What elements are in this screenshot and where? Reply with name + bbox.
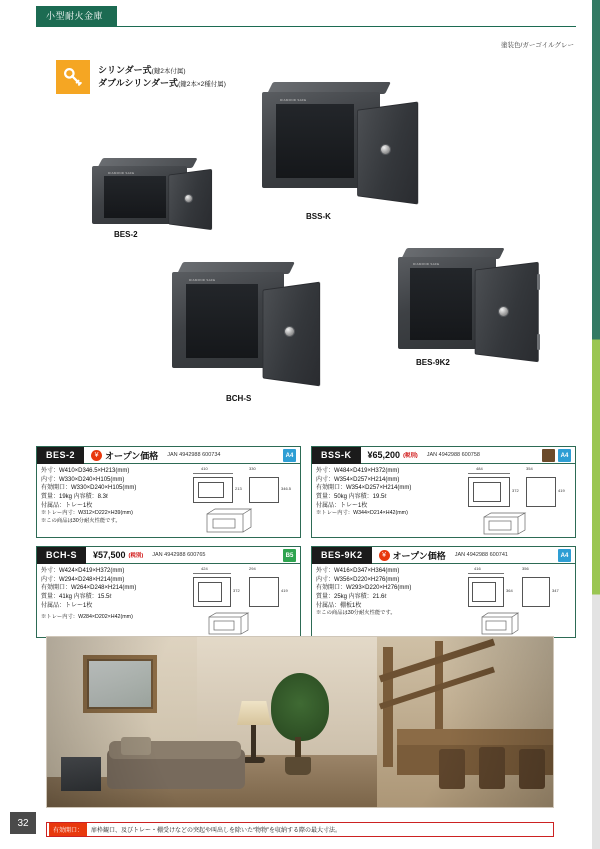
spec-line: ※トレー内寸：W312×D222×H39(mm) — [41, 510, 133, 517]
spec-line: 有効開口：W264×D248×H214(mm) — [41, 585, 137, 592]
price-block — [368, 450, 480, 460]
spec-line: 外寸：W484×D419×H372(mm) — [316, 468, 400, 474]
spec-line: 付属品：棚板1枚 — [316, 602, 362, 609]
lock-type-block — [56, 60, 226, 94]
size-badge: A4 — [558, 549, 571, 562]
model-name: BES-2 — [37, 447, 84, 464]
spec-line: 内寸：W330×D240×H105(mm) — [41, 476, 125, 483]
spec-line: 付属品：トレー1枚 — [41, 602, 93, 609]
drawing-dim-depth: 419 — [558, 488, 565, 493]
dimension-drawings — [462, 564, 575, 638]
price-block — [379, 549, 508, 562]
drawing-side-view — [522, 577, 550, 607]
drawing-iso-view — [482, 512, 552, 541]
drawing-dim-depth: 347 — [552, 588, 559, 593]
product-photo-bes-2: DIAMOND SAFE BES-2 — [92, 158, 217, 233]
photo-label-bes-9k2: BES-9K2 — [416, 358, 450, 367]
price-text: ¥65,200 — [367, 450, 401, 460]
spec-line: 質量：19kg 内容積：8.3ℓ — [41, 494, 108, 501]
spec-line: 有効開口：W330×D240×H105(mm) — [41, 485, 137, 492]
footnote-text: 扉枠観口、及びトレー・棚受けなどの突起や叫出しを除いた“物物”を収納する際の最大寸法。 — [91, 828, 342, 834]
drawing-iso-view — [205, 508, 275, 539]
lock-type-2: ダブルシリンダー式 — [98, 78, 179, 88]
product-card-bes-2 — [36, 446, 301, 538]
price-text: オープン価格 — [105, 450, 159, 461]
product-photo-bch-s: DIAMOND SAFE BCH-S — [172, 262, 347, 412]
price-block — [93, 550, 205, 560]
spec-line: ※この商品は30分耐火性能です。 — [41, 518, 121, 525]
card-body — [312, 464, 575, 538]
drawing-dim-depth: 346.5 — [281, 486, 292, 491]
spec-line: 内寸：W356×D220×H276(mm) — [316, 576, 400, 583]
model-name: BSS-K — [312, 447, 361, 464]
spec-line: 有効開口：W354×D257×H214(mm) — [316, 485, 412, 492]
spec-line: 付属品：トレー1枚 — [41, 502, 93, 509]
accessory-badge-icon — [542, 449, 555, 462]
footnote — [46, 822, 554, 837]
dimension-drawings — [187, 564, 300, 638]
card-body — [37, 564, 300, 638]
card-body — [37, 464, 300, 538]
drawing-dim-height: 213 — [235, 486, 242, 491]
drawing-dim-height: 372 — [233, 588, 240, 593]
card-header — [312, 447, 575, 464]
product-photo-bss-k: DIAMOND SAFE BSS-K — [262, 82, 432, 227]
drawing-side-view — [526, 477, 556, 507]
dimension-drawings — [187, 464, 300, 538]
photo-label-bss-k: BSS-K — [306, 212, 331, 221]
drawing-dim-depth: 419 — [281, 588, 288, 593]
spec-line: 外寸：W410×D346.5×H213(mm) — [41, 468, 130, 474]
drawing-dim-inner-width: 354 — [526, 466, 533, 471]
spec-line: 質量：50kg 内容積：19.5ℓ — [316, 494, 387, 501]
spec-line: 外寸：W416×D347×H364(mm) — [316, 568, 400, 574]
price-text: ¥57,500 — [93, 550, 126, 560]
spec-list — [312, 564, 462, 638]
spec-line: 内寸：W354×D257×H214(mm) — [316, 476, 400, 483]
jan-code: JAN 4942988 600734 — [167, 452, 221, 458]
size-badge: A4 — [558, 449, 571, 462]
spec-line: 有効開口：W293×D220×H276(mm) — [316, 585, 412, 592]
price-tax-note: (税別) — [403, 453, 418, 459]
spec-list — [312, 464, 462, 538]
price-block — [91, 449, 220, 462]
dimension-drawings — [462, 464, 575, 538]
spec-line: 質量：25kg 内容積：21.6ℓ — [316, 594, 387, 601]
drawing-dim-inner-width: 356 — [522, 566, 529, 571]
jan-code: JAN 4942988 600765 — [152, 552, 206, 558]
drawing-dim-inner-width: 294 — [249, 566, 256, 571]
drawing-dim-width: 410 — [201, 466, 208, 471]
spec-line: ※この商品は30分耐火性能です。 — [316, 610, 396, 617]
page-edge-color-bar — [592, 0, 600, 849]
spec-line: 質量：41kg 内容積：15.5ℓ — [41, 594, 112, 601]
category-tab: 小型耐火金庫 — [36, 6, 117, 26]
page-number: 32 — [10, 812, 36, 834]
product-card-bch-s — [36, 546, 301, 638]
color-note: 塗装色/ガーゴイルグレー — [501, 42, 574, 49]
header-divider — [36, 26, 576, 27]
product-card-bss-k — [311, 446, 576, 538]
footnote-tag: 有効開口： — [49, 823, 87, 836]
jan-code: JAN 4942988 600758 — [426, 452, 480, 458]
spec-line: ※トレー内寸：W344×D214×H42(mm) — [316, 510, 408, 517]
photo-label-bes-2: BES-2 — [114, 230, 138, 239]
key-icon — [56, 60, 90, 94]
spec-list — [37, 564, 187, 638]
model-name: BES-9K2 — [312, 547, 372, 564]
lock-type-text — [98, 64, 226, 90]
drawing-dim-width: 424 — [201, 566, 208, 571]
card-body — [312, 564, 575, 638]
product-photo-bes-9k2: DIAMOND SAFE BES-9K2 — [398, 248, 563, 373]
drawing-dim-height: 372 — [512, 488, 519, 493]
page-header — [0, 0, 600, 26]
price-tax-note: (税別) — [128, 553, 144, 559]
spec-line: 外寸：W424×D419×H372(mm) — [41, 568, 125, 574]
lifestyle-photo — [46, 636, 554, 808]
spec-list — [37, 464, 187, 538]
size-badge: B5 — [283, 549, 296, 562]
spec-line: 内寸：W294×D248×H214(mm) — [41, 576, 125, 583]
spec-line: ※トレー内寸：W284×D202×H42(mm) — [41, 614, 133, 621]
size-badge: A4 — [283, 449, 296, 462]
price-marker-icon: ¥ — [91, 450, 102, 461]
lock-type-1: シリンダー式 — [98, 64, 152, 75]
drawing-dim-height: 364 — [506, 588, 513, 593]
card-header — [37, 447, 300, 464]
card-header — [37, 547, 300, 564]
jan-code: JAN 4942988 600741 — [454, 552, 508, 558]
lock-type-1-note: (鍵2本付属) — [151, 67, 186, 75]
product-card-bes-9k2 — [311, 546, 576, 638]
drawing-side-view — [249, 477, 279, 503]
drawing-dim-width: 484 — [476, 466, 483, 471]
drawing-side-view — [249, 577, 279, 607]
price-text: オープン価格 — [392, 550, 446, 561]
drawing-dim-inner-width: 330 — [249, 466, 256, 471]
price-marker-icon: ¥ — [379, 550, 390, 561]
spec-line: 付属品：トレー1枚 — [316, 502, 368, 509]
model-name: BCH-S — [37, 547, 86, 564]
lock-type-2-note: (鍵2本×2種付属) — [178, 81, 226, 88]
drawing-dim-width: 416 — [474, 566, 481, 571]
card-header — [312, 547, 575, 564]
photo-label-bch-s: BCH-S — [226, 394, 252, 403]
